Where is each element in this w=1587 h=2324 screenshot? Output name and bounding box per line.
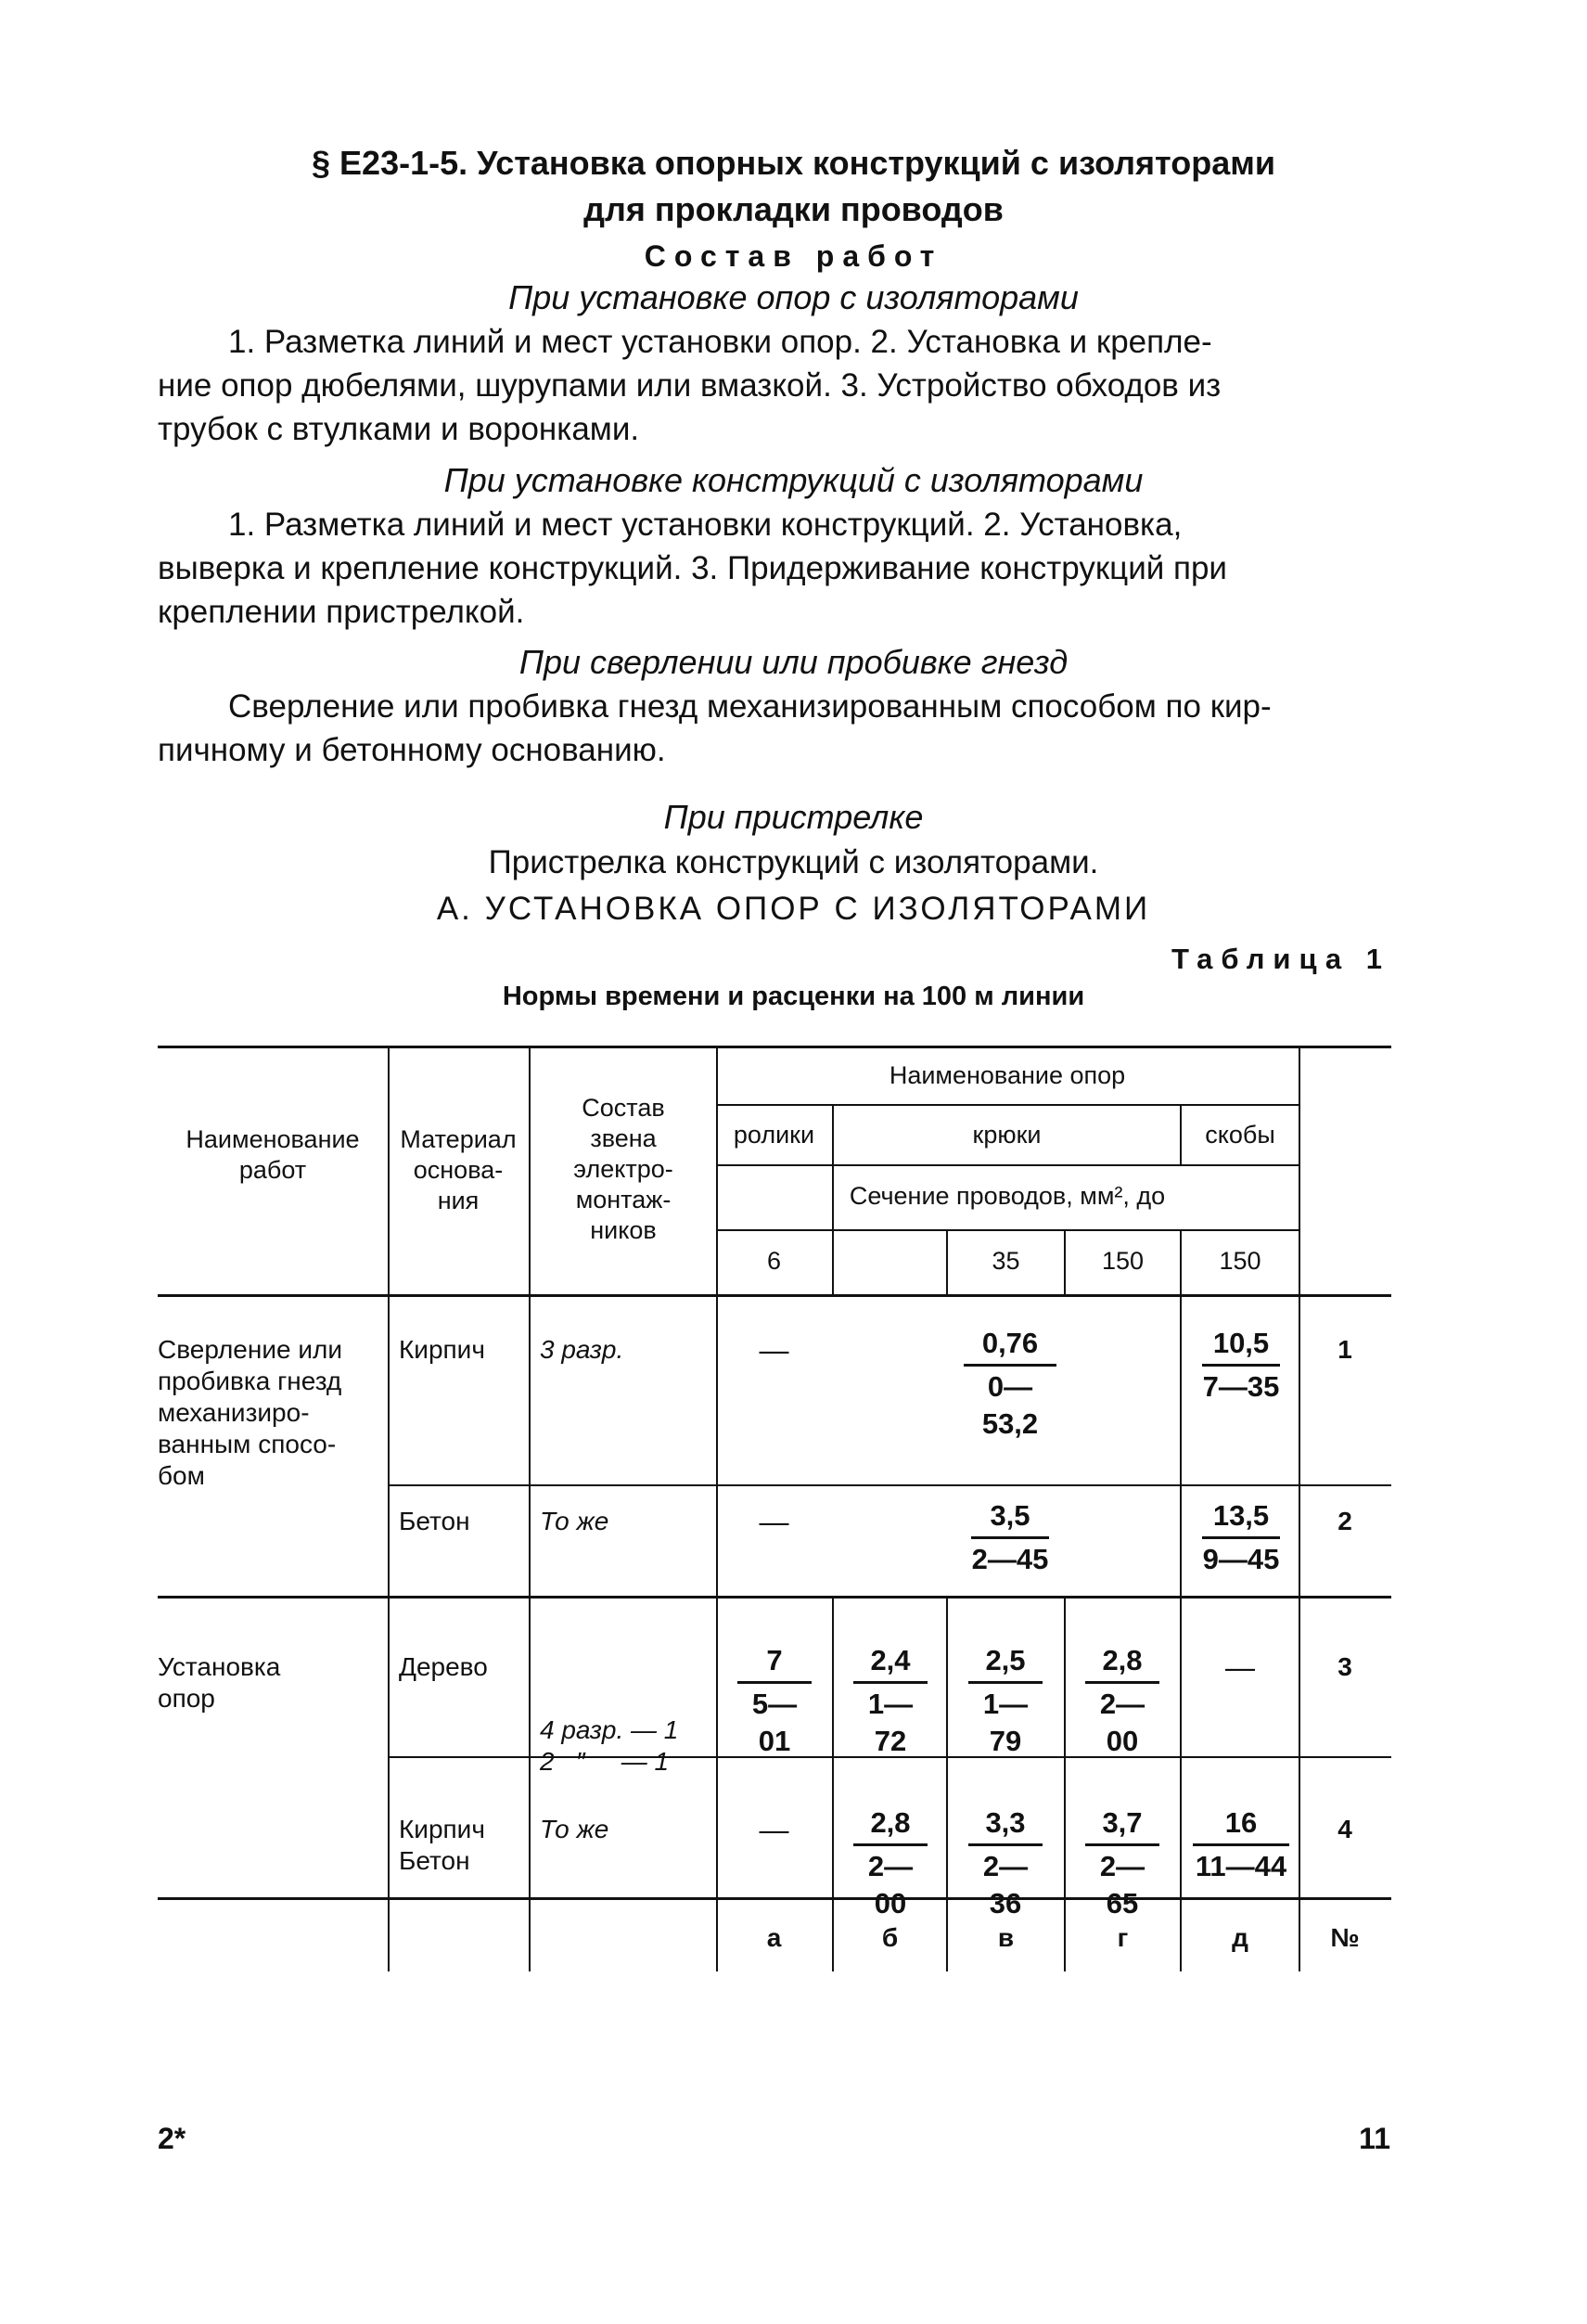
header-work: Наименование работ [186,1125,360,1184]
header-kryuki: крюки [972,1121,1042,1149]
header-size: 35 [992,1247,1020,1275]
hline [158,1596,1391,1599]
column-letter: № [1330,1923,1360,1952]
row3-col-a: 7 5—01 [737,1642,812,1760]
row1-col-a: — [759,1333,789,1367]
subtitle-constructions: При установке конструкций с изоляторами [443,461,1144,499]
row4-material: Кирпич Бетон [399,1815,485,1875]
header-roliki: ролики [733,1121,815,1149]
hline [716,1104,1299,1106]
column-letter: а [766,1923,782,1952]
row4-col-b: 2,8 2—00 [853,1804,928,1922]
vline [1180,1297,1182,1971]
page-number: 11 [1359,2122,1390,2155]
column-letter: г [1117,1923,1129,1952]
composition-title: Состав работ [644,239,943,273]
paragraph-constructions [158,503,1391,634]
header-size: 6 [766,1247,782,1275]
footer-signature-mark: 2* [158,2122,186,2155]
text-line: выверка и крепление конструкций. 3. Придерживание конструкций при [158,550,1227,586]
header-size: 150 [1101,1247,1145,1275]
hline [388,1484,1391,1486]
row1-material: Кирпич [399,1335,485,1364]
table-caption: Нормы времени и расценки на 100 м линии [502,982,1085,1011]
row3-col-g: 2,8 2—00 [1085,1642,1159,1760]
vline [946,1596,948,1971]
text-line: Сверление или пробивка гнезд механизированным способом по кир- [228,688,1272,725]
row2-col-bvg: 3,5 2—45 [971,1499,1049,1575]
column-letter: б [881,1923,899,1952]
header-size: 150 [1219,1247,1261,1275]
text-shooting: Пристрелка конструкций с изоляторами. [488,844,1099,880]
vline [1064,1596,1066,1971]
section-a-title: А. УСТАНОВКА ОПОР С ИЗОЛЯТОРАМИ [436,891,1151,927]
row4-number: 4 [1337,1815,1352,1843]
row3-crew: 4 разр. — 1 2 ″ — 1 [540,1715,679,1776]
row4-col-d: 16 11—44 [1193,1804,1289,1885]
row4-col-v: 3,3 2—36 [968,1804,1043,1922]
row2-col-a: — [759,1505,789,1538]
header-material: Материал основа- ния [400,1125,517,1214]
subtitle-shooting: При пристрелке [663,798,924,836]
text-line: трубок с втулками и воронками. [158,411,640,447]
row1-col-d: 10,5 7—35 [1202,1327,1280,1403]
header-supports: Наименование опор [889,1061,1126,1089]
row1-number: 1 [1337,1335,1352,1364]
row1-col-bvg: 0,76 0—53,2 [964,1325,1056,1443]
row2-crew: То же [540,1507,609,1535]
row2-material: Бетон [399,1507,470,1535]
row3-number: 3 [1337,1652,1352,1681]
header-section: Сечение проводов, мм², до [849,1182,1166,1210]
subtitle-drilling: При сверлении или пробивке гнезд [518,643,1069,681]
hline [716,1164,1299,1166]
row4-crew: То же [540,1815,609,1843]
section-heading-line1: § Е23-1-5. Установка опорных конструкций с изоляторами [312,144,1275,182]
text-line: креплении пристрелкой. [158,594,525,630]
row3-work: Установка опор [158,1652,281,1713]
subtitle-supports: При установке опор с изоляторами [508,278,1079,316]
row3-col-b: 2,4 1—72 [853,1642,928,1760]
paragraph-drilling [158,685,1391,772]
column-letter: д [1232,1923,1248,1952]
header-crew: Состав звена электро- монтаж- ников [573,1094,673,1244]
header-skoby: скобы [1205,1121,1275,1149]
header-bottom-rule [158,1294,1391,1297]
text-line: 1. Разметка линий и мест установки опор. 2. Установка и крепле- [228,324,1212,360]
row3-material: Дерево [399,1652,488,1681]
hline [716,1229,1299,1231]
row1-work: Сверление или пробивка гнезд механизиро- ванным спосо- бом [158,1335,342,1490]
vline [832,1596,834,1971]
row4-col-a: — [759,1813,789,1846]
text-line: ние опор дюбелями, шурупами или вмазкой. 3. Устройство обходов из [158,367,1222,404]
table-label: Таблица 1 [1171,943,1390,975]
row1-crew: 3 разр. [540,1335,624,1364]
row3-col-d: — [1225,1650,1255,1684]
vline [832,1229,834,1294]
column-letter: в [997,1923,1015,1952]
paragraph-supports [158,320,1391,451]
row2-col-d: 13,5 9—45 [1202,1499,1280,1575]
table-body-bottom-rule [158,1897,1391,1900]
text-line: пичному и бетонному основанию. [158,732,666,768]
row4-col-g: 3,7 2—65 [1085,1804,1159,1922]
section-heading-line2: для прокладки проводов [583,190,1004,228]
row2-number: 2 [1337,1507,1352,1535]
row3-col-v: 2,5 1—79 [968,1642,1043,1760]
text-line: 1. Разметка линий и мест установки конструкций. 2. Установка, [228,507,1183,543]
table-top-rule [158,1046,1391,1048]
